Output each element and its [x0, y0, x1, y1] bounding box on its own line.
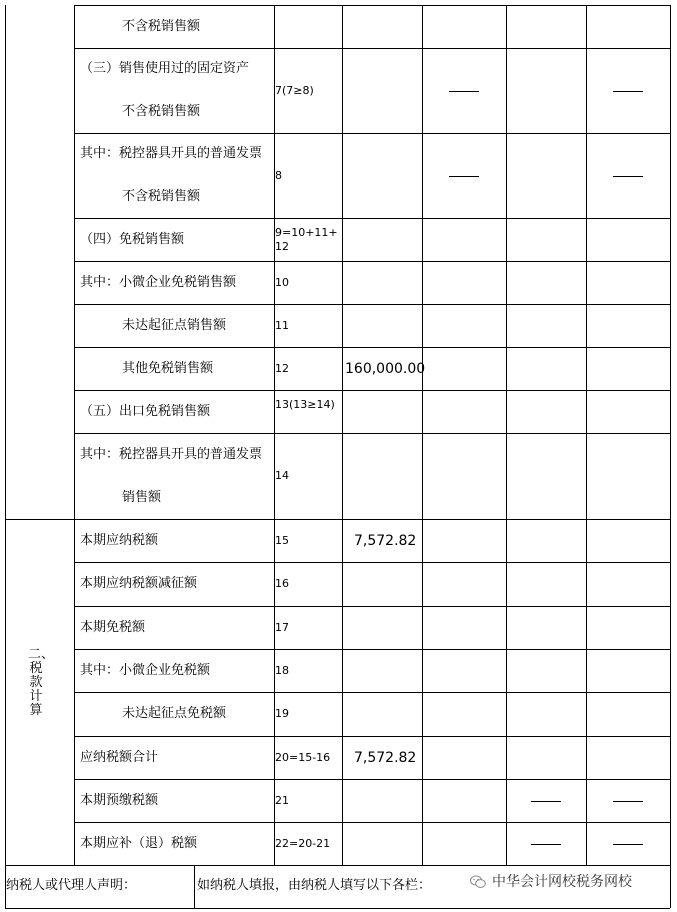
row-code: 15 [275, 533, 289, 547]
row-label: 其中：税控器具开具的普通发票 [80, 446, 263, 462]
grid-line-row [74, 133, 670, 134]
row-code: 14 [275, 469, 289, 482]
grid-line-row [74, 779, 670, 780]
footer-bottom-line [5, 908, 670, 909]
not-applicable-dash [531, 801, 561, 802]
grid-line-column [274, 5, 275, 865]
row-code: 12 [275, 361, 289, 375]
not-applicable-dash [449, 91, 479, 92]
not-applicable-dash [613, 91, 643, 92]
row-label: 不含税销售额 [122, 18, 201, 34]
row-label: 其中：小微企业免税额 [80, 662, 211, 678]
grid-line-row [74, 822, 670, 823]
row-code: 8 [275, 168, 282, 182]
grid-line-row [74, 347, 670, 348]
grid-line-row [74, 433, 670, 434]
not-applicable-dash [613, 801, 643, 802]
table-border-left [5, 5, 6, 908]
row-label: （三）销售使用过的固定资产 [80, 61, 250, 77]
grid-line-row [74, 390, 670, 391]
row-label: 未达起征点销售额 [122, 317, 227, 333]
row-amount: 7,572.82 [354, 749, 417, 766]
grid-line-row [74, 519, 670, 520]
table-border-right [670, 5, 671, 908]
row-code: 20=15-16 [275, 750, 331, 764]
not-applicable-dash [449, 176, 479, 177]
not-applicable-dash [613, 844, 643, 845]
row-amount: 160,000.00 [345, 360, 426, 377]
row-label: 其他免税销售额 [122, 360, 214, 376]
row-label: 不含税销售额 [122, 103, 201, 119]
grid-line-row [74, 304, 670, 305]
row-label: 未达起征点免税额 [122, 706, 227, 721]
grid-line-row [74, 649, 670, 650]
row-code: 13(13≥14) [275, 397, 335, 411]
declaration-label: 纳税人或代理人声明： [6, 878, 137, 893]
watermark-text: 中华会计网校税务网校 [492, 874, 632, 890]
filler-instruction: 如纳税人填报，由纳税人填写以下各栏： [197, 878, 432, 893]
row-label: 本期应纳税额 [80, 532, 159, 548]
grid-line-row [74, 218, 670, 219]
row-code: 16 [275, 577, 289, 590]
grid-line-row [74, 606, 670, 607]
row-label: 其中：税控器具开具的普通发票 [80, 146, 263, 162]
grid-line-column [586, 5, 587, 865]
grid-line-row [74, 736, 670, 737]
row-code: 22=20-21 [275, 836, 331, 850]
row-code: 18 [275, 663, 289, 677]
not-applicable-dash [613, 176, 643, 177]
row-code: 10 [275, 275, 289, 289]
section-label-tax-calculation: 二、税款计算 [28, 647, 55, 718]
row-code: 7(7≥8) [275, 83, 314, 97]
row-label: 本期应纳税额减征额 [80, 576, 198, 591]
grid-line-column [422, 5, 423, 865]
row-code: 9=10+11+12 [275, 225, 338, 253]
grid-line-column [74, 5, 75, 865]
grid-line-row [74, 562, 670, 563]
grid-line-column [506, 5, 507, 865]
section-divider [5, 519, 74, 520]
row-code: 17 [275, 620, 289, 634]
row-amount: 7,572.82 [354, 532, 417, 549]
grid-line-top [74, 5, 670, 6]
footer-top-line [5, 865, 670, 866]
row-code: 21 [275, 793, 289, 807]
watermark [470, 874, 632, 890]
not-applicable-dash [531, 844, 561, 845]
row-label: 其中：小微企业免税销售额 [80, 274, 237, 290]
row-label: （五）出口免税销售额 [80, 403, 211, 419]
grid-line-row [74, 48, 670, 49]
wechat-icon [470, 875, 486, 889]
row-label: 本期应补（退）税额 [80, 835, 198, 851]
row-label: 不含税销售额 [122, 188, 201, 204]
row-label: 本期免税额 [80, 619, 146, 635]
row-code: 19 [275, 707, 289, 720]
row-code: 11 [275, 318, 289, 332]
row-label: 销售额 [122, 489, 162, 505]
grid-line-row [74, 261, 670, 262]
row-label: 本期预缴税额 [80, 792, 159, 808]
grid-line-column [342, 5, 343, 865]
row-label: 应纳税额合计 [80, 749, 159, 765]
row-label: （四）免税销售额 [80, 231, 185, 247]
grid-line-row [74, 692, 670, 693]
footer-divider [194, 865, 195, 908]
